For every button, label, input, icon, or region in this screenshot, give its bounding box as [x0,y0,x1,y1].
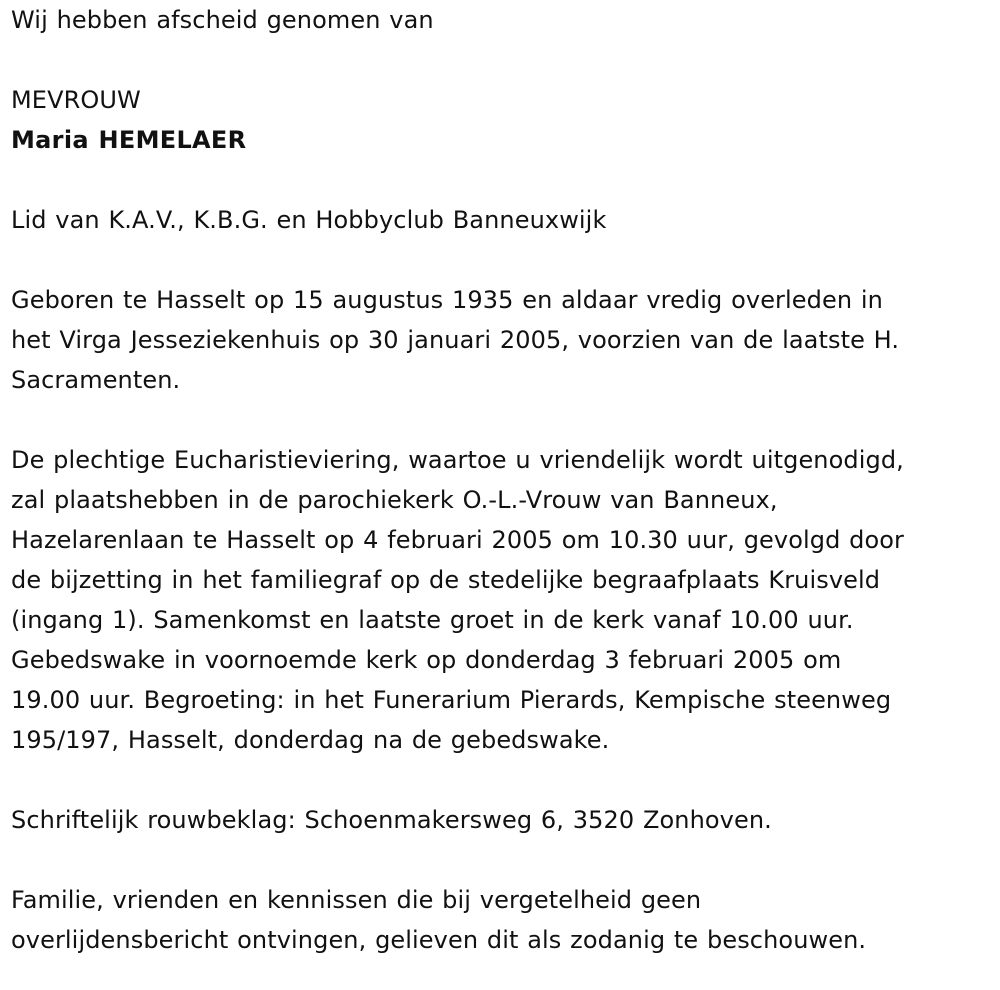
paragraph-line: Gebedswake in voornoemde kerk op donderdag 3 februari 2005 om [11,646,842,674]
paragraph-line: Hazelarenlaan te Hasselt op 4 februari 2005 om 10.30 uur, gevolgd door [11,526,905,554]
paragraph-line: Geboren te Hasselt op 15 augustus 1935 en aldaar vredig overleden in [11,286,883,314]
paragraph-line: Familie, vrienden en kennissen die bij vergetelheid geen [11,886,702,914]
spacer [11,840,996,880]
intro-text: Wij hebben afscheid genomen van [11,6,434,34]
obituary-notice [11,0,996,960]
spacer [11,240,996,280]
membership-text: Lid van K.A.V., K.B.G. en Hobbyclub Banneuxwijk [11,206,607,234]
paragraph-line: overlijdensbericht ontvingen, gelieven dit als zodanig te beschouwen. [11,926,867,954]
paragraph-line: de bijzetting in het familiegraf op de stedelijke begraafplaats Kruisveld [11,566,881,594]
birth-death-paragraph [11,280,996,400]
spacer [11,40,996,80]
paragraph-line: het Virga Jesseziekenhuis op 30 januari 2005, voorzien van de laatste H. [11,326,900,354]
closing-paragraph [11,880,996,960]
paragraph-line: (ingang 1). Samenkomst en laatste groet in de kerk vanaf 10.00 uur. [11,606,854,634]
paragraph-line: Sacramenten. [11,366,181,394]
condolences-address: Schriftelijk rouwbeklag: Schoenmakersweg 6, 3520 Zonhoven. [11,806,772,834]
spacer [11,160,996,200]
paragraph-line: zal plaatshebben in de parochiekerk O.-L.-Vrouw van Banneux, [11,486,778,514]
honorific-title: MEVROUW [11,86,141,114]
spacer [11,760,996,800]
paragraph-line: De plechtige Eucharistieviering, waartoe u vriendelijk wordt uitgenodigd, [11,446,904,474]
deceased-name: Maria HEMELAER [11,126,247,154]
spacer [11,400,996,440]
ceremony-paragraph [11,440,996,760]
paragraph-line: 195/197, Hasselt, donderdag na de gebedswake. [11,726,610,754]
paragraph-line: 19.00 uur. Begroeting: in het Funerarium Pierards, Kempische steenweg [11,686,892,714]
